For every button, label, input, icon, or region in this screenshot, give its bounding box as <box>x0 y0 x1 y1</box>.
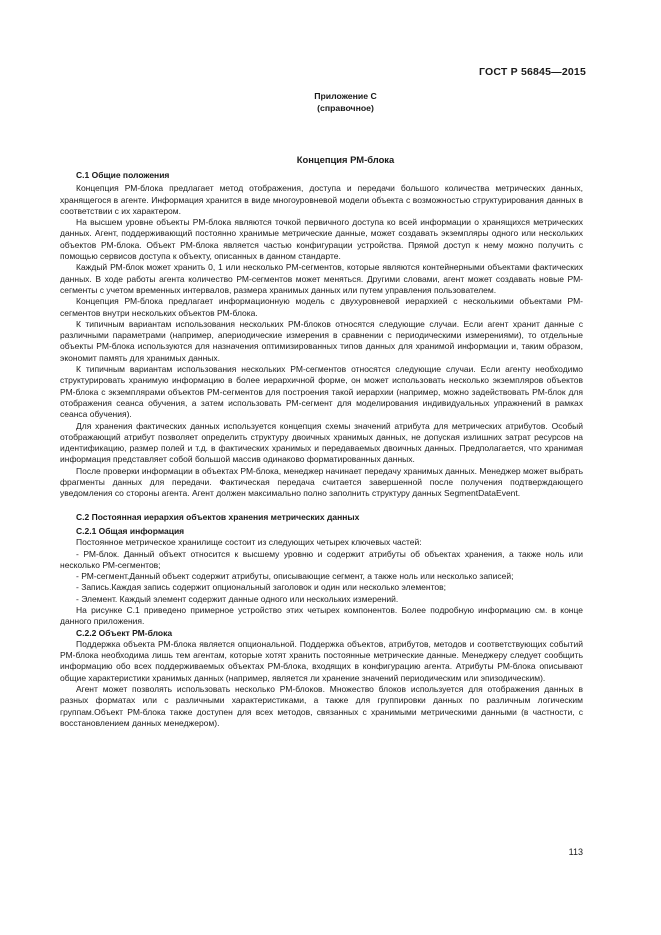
section-heading: С.1 Общие положения <box>76 170 170 180</box>
document-title: Концепция РМ-блока <box>296 154 395 165</box>
paragraph: На рисунке С.1 приведено примерное устройство этих четырех компонентов. Более подробную информацию см. в конце данного приложения. <box>60 604 583 627</box>
paragraph: После проверки информации в объектах РМ-блока, менеджер начинает передачу хранимых данных. Менеджер может выбрать фрагменты данных для передачи. Фактическая передача считается завершенной после получения подтверждающего уведомления со стороны агента. Агент должен максимально полно заполнить структуру данных SegmentDataEvent. <box>60 465 583 499</box>
paragraph: - РМ-сегмент.Данный объект содержит атрибуты, описывающие сегмент, а также ноль или несколько записей; <box>76 571 514 582</box>
paragraph: - Элемент. Каждый элемент содержит данные одного или нескольких измерений. <box>76 593 399 604</box>
paragraph: Концепция РМ-блока предлагает метод отображения, доступа и передачи большого количества метрических данных, хранящегося в агенте. Информация хранится в виде многоуровневой модели объекта с возможностью структурирования данных в соответствии с их характером. <box>60 183 583 216</box>
paragraph: Поддержка объекта РМ-блока является опциональной. Поддержка объектов, атрибутов, методов и соответствующих событий РМ-блока необходима лишь тем агентам, которые хотят хранить постоянные метрические данные. Менеджеру следует сообщить информацию обо всех поддерживаемых объектах РМ-блока, входящих в конфигурацию агента. Атрибуты РМ-блока описывают общие характеристики хранимых данных (например, является ли хранение значений периодическим или эпизодическим). <box>60 638 583 683</box>
paragraph: Каждый РМ-блок может хранить 0, 1 или несколько РМ-сегментов, которые являются контейнерными объектами фактических данных. В ходе работы агента количество РМ-сегментов может меняться. Другими словами, агент может создавать новые РМ-сегменты с учетом временных интервалов, размера хранимых данных или путем управления пользователем. <box>60 262 583 295</box>
paragraph: На высшем уровне объекты РМ-блока являются точкой первичного доступа ко всей информации о хранящихся метрических данных. Агент, поддерживающий постоянно хранимые метрические данные, может создавать экземпляры одного или нескольких объектов РМ-блока. Объект РМ-блока является частью конфигурации устройства. Прямой доступ к нему можно получить с помощью сервисов доступа к объекту, описанных в данном стандарте. <box>60 217 583 262</box>
section-heading: С.2.1 Общая информация <box>76 525 185 536</box>
section-heading: С.2.2 Объект РМ-блока <box>76 627 173 638</box>
paragraph: Агент может позволять использовать несколько РМ-блоков. Множество блоков используется для отображения данных в разных форматах или с различными характеристиками, а также для группировки данных по различным логическим группам.Объект РМ-блока также доступен для всех методов, связанных с хранимыми метрическими данными (в частности, с восстановлением данных менеджером). <box>60 684 583 728</box>
paragraph: Концепция РМ-блока предлагает информационную модель с двухуровневой иерархией с несколькими объектами РМ-сегментов внутри нескольких объектов РМ-блока. <box>60 296 583 318</box>
appendix-title: Приложение С <box>314 91 377 101</box>
paragraph: К типичным вариантам использования нескольких РМ-блоков относятся следующие случаи. Если агент хранит данные с различными параметрами (например, апериодические измерения в сравнении с периодическими измерениями), то отдельные объекты РМ-блока используются для назначения оптимизированных типов данных для хранимой информации и, таким образом, экономит память для хранимых данных. <box>60 318 583 363</box>
paragraph: К типичным вариантам использования нескольких РМ-сегментов относятся следующие случаи. Если агенту необходимо структурировать хранимую информацию в более иерархичной форме, он может использовать несколько экземпляров объектов РМ-блока с экземплярами объектов РМ-сегментов для построения такой иерархии (например, можно задействовать РМ-блок для отображения сеанса обучения, а затем использовать РМ-сегмент для моделирования индивидуальных упражнений в рамках сеанса обучения). <box>60 364 583 420</box>
appendix-subtitle: (справочное) <box>317 102 374 113</box>
paragraph: Постоянное метрическое хранилище состоит из следующих четырех ключевых частей: <box>76 537 422 548</box>
paragraph: - РМ-блок. Данный объект относится к высшему уровню и содержит атрибуты об объектах хранения, а также ноль или несколько РМ-сегментов; <box>60 548 583 570</box>
section-heading: С.2 Постоянная иерархия объектов хранения метрических данных <box>76 511 360 522</box>
appendix-heading <box>0 91 661 114</box>
standard-header: ГОСТ Р 56845—2015 <box>478 66 586 78</box>
paragraph: - Запись.Каждая запись содержит опциональный заголовок и один или несколько элементов; <box>76 582 447 593</box>
document-body <box>60 170 583 729</box>
paragraph: Для хранения фактических данных используется концепция схемы значений атрибута для метрических атрибутов. Особый отображающий атрибут позволяет определить структуру двоичных хранимых данных, не допуская излишних затрат ресурсов на идентификацию, размер полей и т.д. в фактических хранимых и передаваемых двоичных данных. Предполагается, что хранимая информация представляет собой большой массив одинаково форматированных данных. <box>60 420 583 465</box>
page-number: 113 <box>568 847 583 857</box>
